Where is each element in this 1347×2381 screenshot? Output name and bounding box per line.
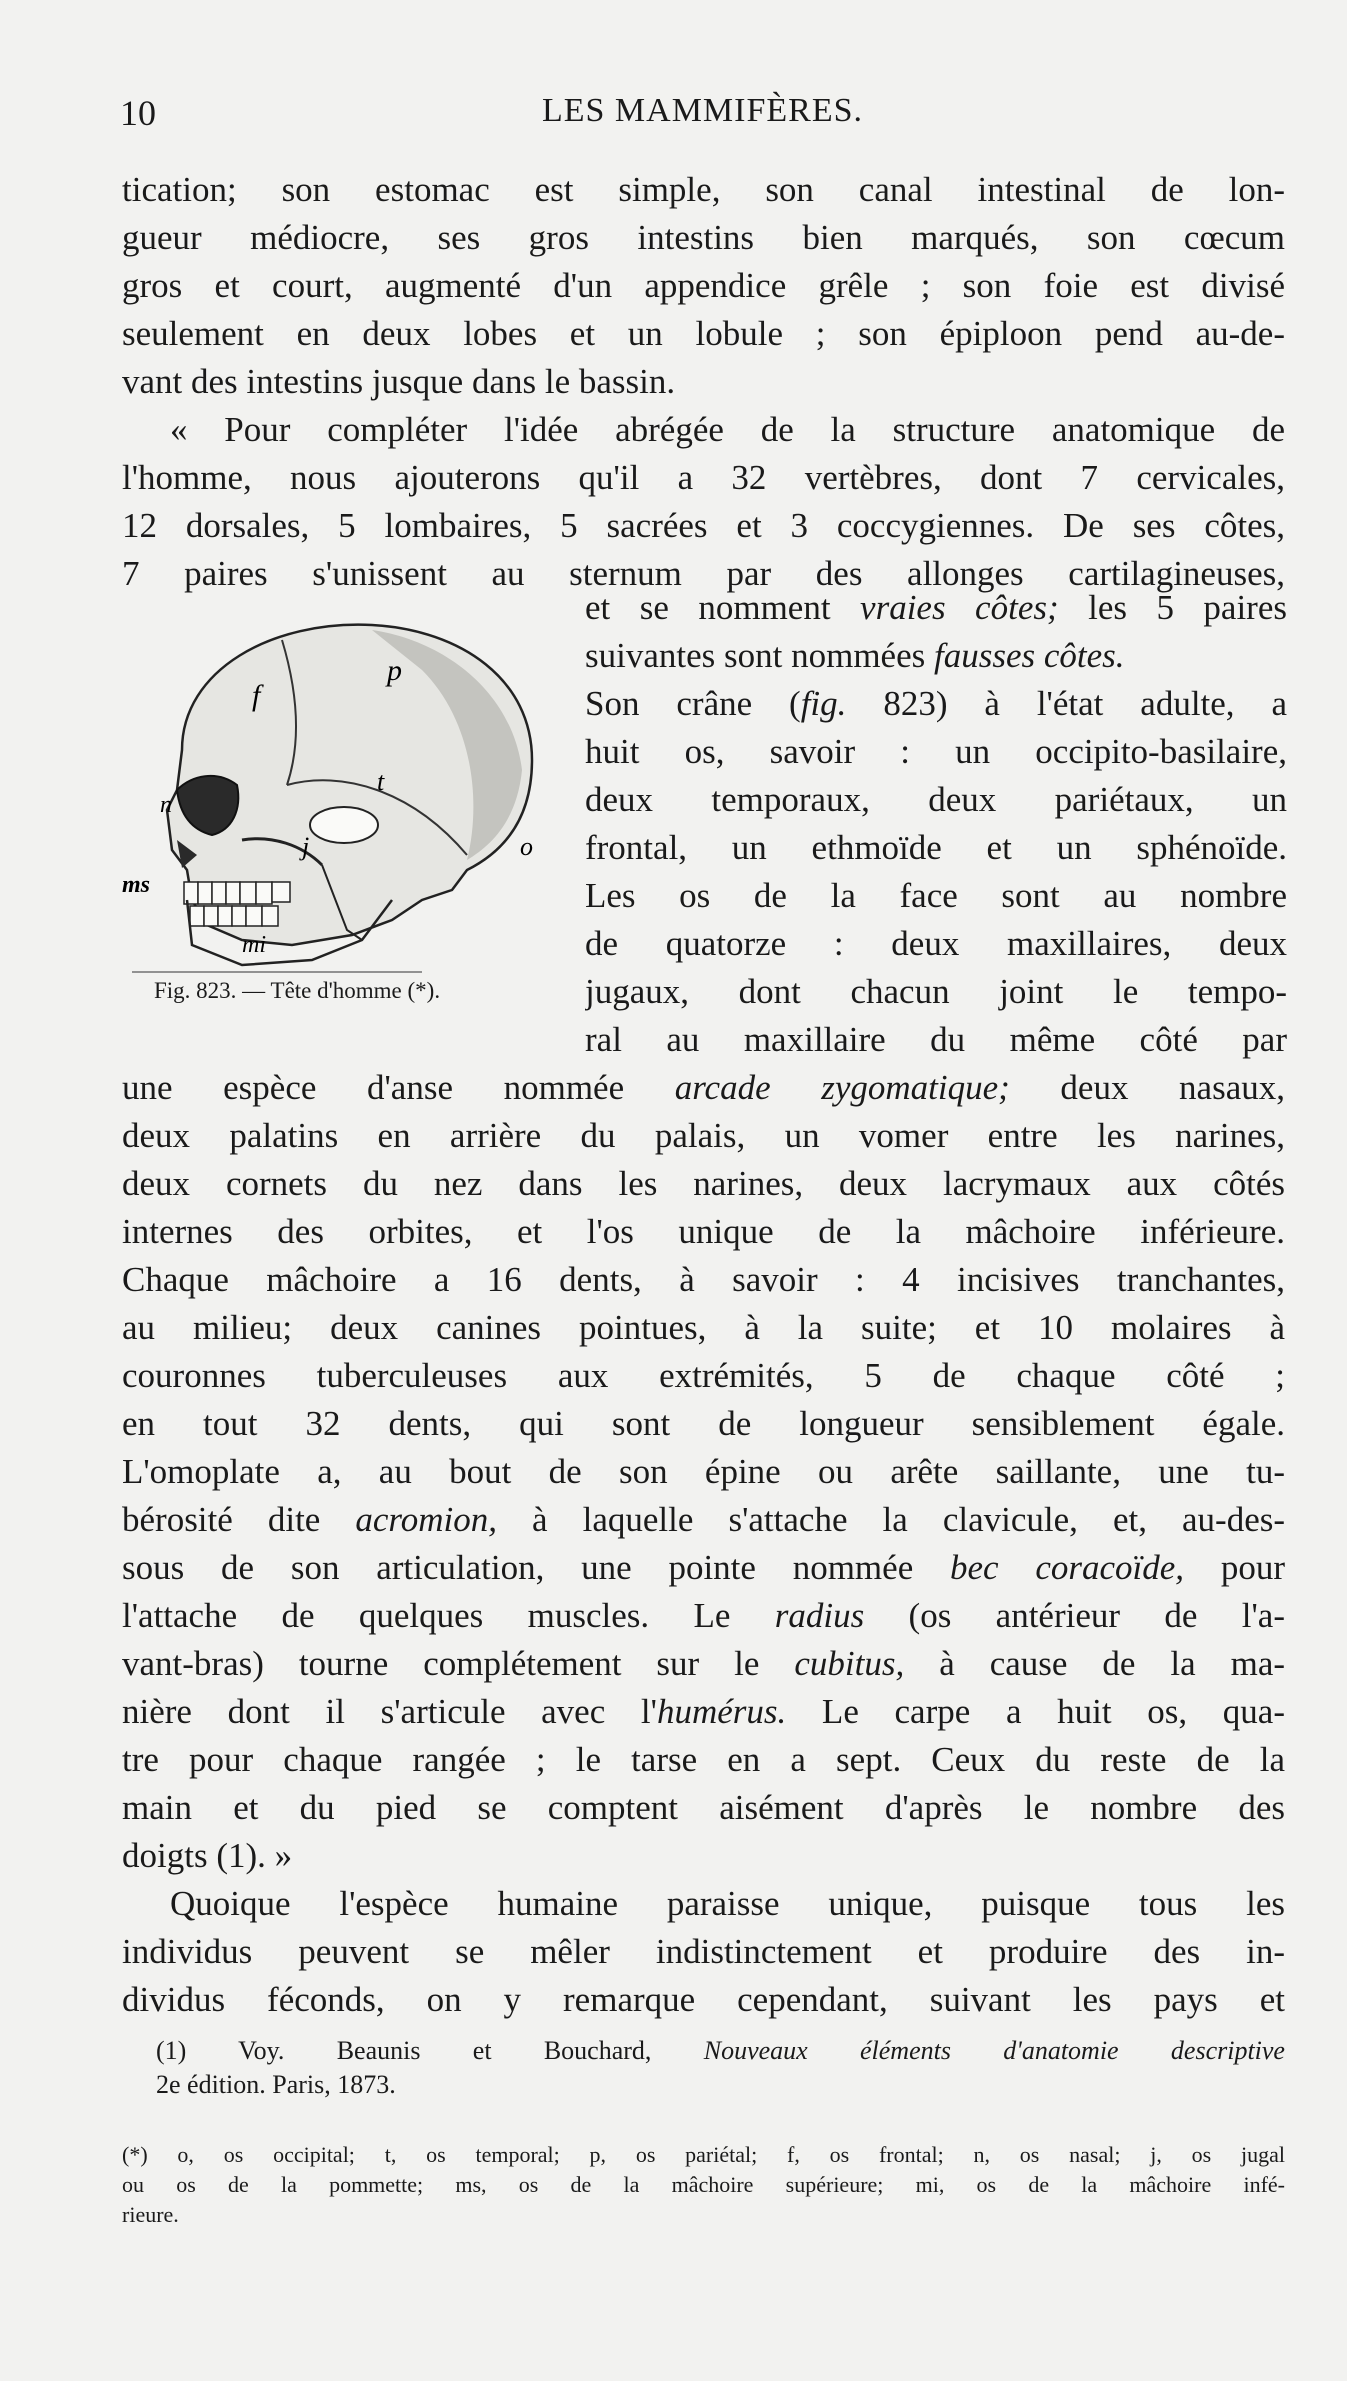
text-line: Quoique l'espèce humaine paraisse unique, puisque tous les (170, 1884, 1285, 1923)
figure-note (122, 2140, 1285, 2230)
label-lower-jaw: mi (242, 932, 266, 958)
text-line: gueur médiocre, ses gros intestins bien marqués, son cœcum (122, 218, 1285, 257)
figure-caption: Fig. 823. — Tête d'homme (*). (154, 978, 441, 1003)
text-line: frontal, un ethmoïde et un sphénoïde. (585, 828, 1287, 867)
text-line: seulement en deux lobes et un lobule ; son épiploon pend au-de- (122, 314, 1285, 353)
label-jugal: j (302, 832, 310, 861)
text-line: de quatorze : deux maxillaires, deux (585, 924, 1287, 963)
text-line: dividus féconds, on y remarque cependant, suivant les pays et (122, 1980, 1285, 2019)
text-line: Les os de la face sont au nombre (585, 876, 1287, 915)
text-line: vant-bras) tourne complétement sur le cubitus, à cause de la ma- (122, 1644, 1285, 1683)
footnote (122, 2034, 1285, 2102)
text-line: vant des intestins jusque dans le bassin. (122, 362, 676, 401)
text-line: internes des orbites, et l'os unique de la mâchoire inférieure. (122, 1212, 1285, 1251)
label-occipital: o (520, 832, 533, 861)
figure-note-line: (*) o, os occipital; t, os temporal; p, os pariétal; f, os frontal; n, os nasal; j, os jugal (122, 2142, 1285, 2167)
text-line: tication; son estomac est simple, son canal intestinal de lon- (122, 170, 1285, 209)
label-upper-jaw: ms (122, 872, 151, 898)
text-line: 12 dorsales, 5 lombaires, 5 sacrées et 3 coccygiennes. De ses côtes, (122, 506, 1285, 545)
page-number: 10 (120, 93, 156, 133)
text-line: 7 paires s'unissent au sternum par des allonges cartilagineuses, (122, 554, 1285, 593)
text-line: sous de son articulation, une pointe nommée bec coracoïde, pour (122, 1548, 1285, 1587)
text-line: doigts (1). » (122, 1836, 293, 1875)
text-line: l'homme, nous ajouterons qu'il a 32 vertèbres, dont 7 cervicales, (122, 458, 1285, 497)
running-title: LES MAMMIFÈRES. (541, 92, 864, 129)
text-line: couronnes tuberculeuses aux extrémités, 5 de chaque côté ; (122, 1356, 1285, 1395)
text-line: individus peuvent se mêler indistinctement et produire des in- (122, 1932, 1285, 1971)
ear-hole (310, 807, 378, 843)
text-line: main et du pied se comptent aisément d'après le nombre des (122, 1788, 1285, 1827)
text-line: deux cornets du nez dans les narines, deux lacrymaux aux côtés (122, 1164, 1285, 1203)
body-text-wrapped (585, 584, 1287, 1064)
skull-illustration (122, 600, 570, 980)
running-head (120, 92, 1285, 142)
text-line: bérosité dite acromion, à laquelle s'attache la clavicule, et, au-des- (122, 1500, 1285, 1539)
text-line: nière dont il s'articule avec l'humérus. Le carpe a huit os, qua- (122, 1692, 1285, 1731)
text-line: L'omoplate a, au bout de son épine ou arête saillante, une tu- (122, 1452, 1285, 1491)
text-line: tre pour chaque rangée ; le tarse en a sept. Ceux du reste de la (122, 1740, 1285, 1779)
text-line: huit os, savoir : un occipito-basilaire, (585, 732, 1287, 771)
text-line: une espèce d'anse nommée arcade zygomatique; deux nasaux, (122, 1068, 1285, 1107)
figure-note-line: rieure. (122, 2202, 179, 2227)
text-line: gros et court, augmenté d'un appendice grêle ; son foie est divisé (122, 266, 1285, 305)
text-line: et se nomment vraies côtes; les 5 paires (585, 588, 1287, 627)
text-line: jugaux, dont chacun joint le tempo- (585, 972, 1287, 1011)
label-nasal: n (160, 792, 172, 818)
footnote-line: 2e édition. Paris, 1873. (156, 2070, 396, 2099)
upper-teeth (184, 882, 290, 904)
text-line: deux temporaux, deux pariétaux, un (585, 780, 1287, 819)
body-text-bottom (122, 1064, 1285, 2024)
text-line: deux palatins en arrière du palais, un vomer entre les narines, (122, 1116, 1285, 1155)
figure-note-line: ou os de la pommette; ms, os de la mâchoire supérieure; mi, os de la mâchoire infé- (122, 2172, 1285, 2197)
lower-teeth (190, 906, 278, 926)
label-temporal: t (377, 767, 385, 796)
label-parietal: p (387, 654, 402, 687)
footnote-line: (1) Voy. Beaunis et Bouchard, Nouveaux éléments d'anatomie descriptive (156, 2036, 1285, 2065)
text-line: « Pour compléter l'idée abrégée de la structure anatomique de (170, 410, 1285, 449)
text-line: en tout 32 dents, qui sont de longueur sensiblement égale. (122, 1404, 1285, 1443)
text-line: au milieu; deux canines pointues, à la suite; et 10 molaires à (122, 1308, 1285, 1347)
body-text-top (122, 166, 1285, 598)
text-line: Chaque mâchoire a 16 dents, à savoir : 4 incisives tranchantes, (122, 1260, 1285, 1299)
text-line: suivantes sont nommées fausses côtes. (585, 636, 1125, 675)
skull-figure (122, 600, 570, 1010)
text-line: ral au maxillaire du même côté par (585, 1020, 1287, 1059)
text-line: l'attache de quelques muscles. Le radius (os antérieur de l'a- (122, 1596, 1285, 1635)
label-frontal: f (252, 679, 261, 712)
text-line: Son crâne (fig. 823) à l'état adulte, a (585, 684, 1287, 723)
